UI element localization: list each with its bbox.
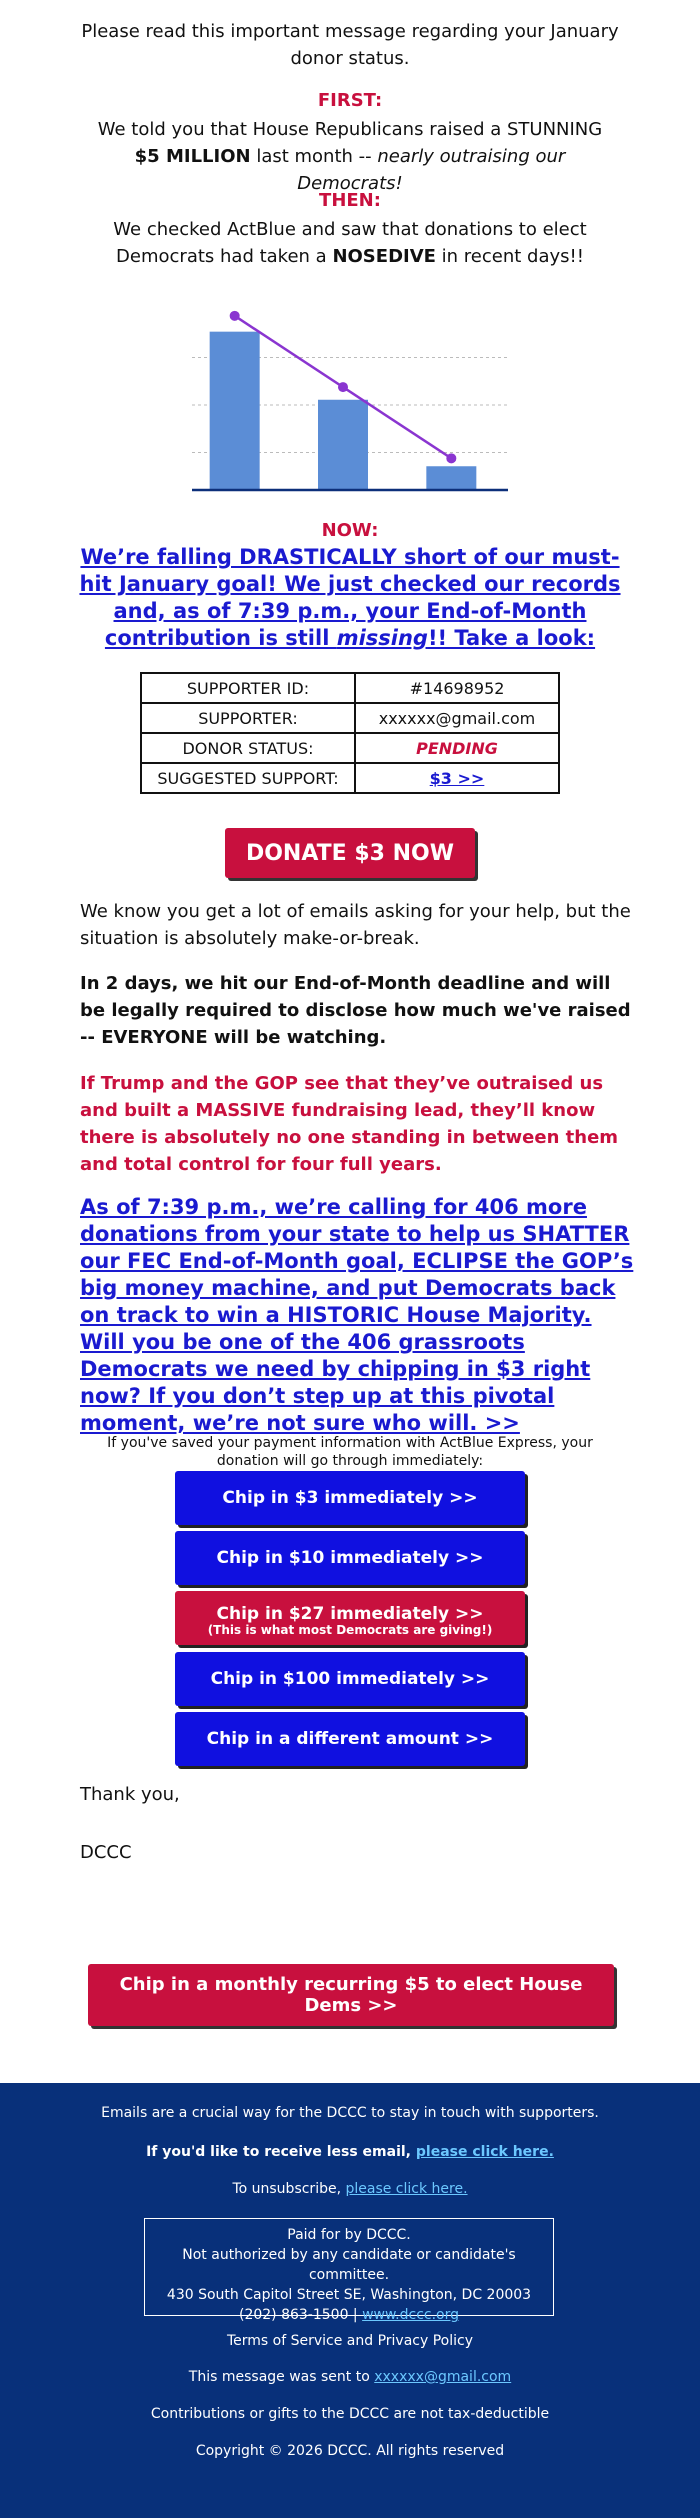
now-headline-c[interactable]: !! Take a look: (427, 626, 596, 650)
signature: DCCC (80, 1842, 132, 1863)
footer-less-email (0, 2144, 700, 2160)
then-text-c: in recent days!! (435, 246, 584, 267)
body-paragraph-2: In 2 days, we hit our End-of-Month deadline and will be legally required to disclose how much we've raised -- EVERYONE will be watching. (80, 973, 631, 1048)
sent-to (0, 2369, 700, 2385)
body-paragraph-4-link[interactable]: As of 7:39 p.m., we’re calling for 406 more donations from your state to help us SHATTER our FEC End-of-Month goal, ECLIPSE the GOP’s big money machine, and put Democrats back on track to win a HISTORIC House Majority. Will you be one of the 406 grassroots Democrats we need by chipping in $3 right now? If you don’t step up at this pivotal moment, we’re not sure who will. >> (80, 1195, 634, 1435)
first-text-emphasis: nearly outraising our Democrats! (297, 146, 566, 194)
now-headline-link[interactable] (79, 545, 620, 650)
chart-trend-point (446, 453, 456, 463)
intro-text: Please read this important message regarding your January donor status. (81, 21, 619, 69)
less-email-link[interactable]: please click here. (415, 2144, 554, 2160)
table-row (141, 733, 559, 763)
paid-by: Paid for by DCCC. (287, 2227, 411, 2243)
now-headline-missing[interactable]: missing (336, 626, 428, 650)
chart-trend-point (338, 382, 348, 392)
table-row (141, 763, 559, 793)
phone-website (145, 2305, 553, 2325)
donations-chart (180, 290, 520, 500)
footer-less-email-text: If you'd like to receive less email, (146, 2144, 416, 2160)
footer-unsubscribe (0, 2181, 700, 2197)
first-text (95, 116, 605, 197)
terms-link[interactable]: Terms of Service and Privacy Policy (226, 2333, 473, 2349)
then-text-a: We checked ActBlue and saw that donations to elect Democrats had taken a (113, 219, 587, 267)
chart-bar (318, 400, 368, 490)
first-text-c: last month -- (250, 146, 378, 167)
supporter-label: SUPPORTER: (141, 703, 355, 733)
chart-trend-point (230, 311, 240, 321)
paid-for-box (144, 2218, 554, 2323)
chip-100-button[interactable]: Chip in $100 immediately >> (175, 1652, 525, 1706)
then-text-nosedive: NOSEDIVE (332, 246, 436, 267)
supporter-value: xxxxxx@gmail.com (355, 703, 559, 733)
chip-27-label[interactable]: Chip in $27 immediately >> (216, 1604, 484, 1624)
supporter-id-value: #14698952 (355, 673, 559, 703)
donate-button[interactable]: DONATE $3 NOW (225, 828, 475, 878)
body-paragraph-1: We know you get a lot of emails asking for your help, but the situation is absolutely make-or-break. (80, 901, 631, 949)
address: 430 South Capitol Street SE, Washington, DC 20003 (166, 2287, 532, 2303)
phone: (202) 863-1500 | (238, 2307, 363, 2323)
not-authorized: Not authorized by any candidate or candidate's committee. (182, 2247, 516, 2283)
table-row (141, 673, 559, 703)
website-link[interactable]: www.dccc.org (362, 2307, 460, 2323)
footer-unsubscribe-text: To unsubscribe, (232, 2181, 346, 2197)
copyright: Copyright © 2026 DCCC. All rights reserved (195, 2443, 505, 2459)
thanks-text: Thank you, (80, 1784, 180, 1805)
sent-to-email-link[interactable]: xxxxxx@gmail.com (374, 2369, 512, 2385)
first-text-amount: $5 MILLION (134, 146, 251, 167)
now-label: NOW: (321, 520, 379, 541)
then-label: THEN: (319, 190, 381, 211)
express-note: If you've saved your payment information with ActBlue Express, your donation will go through immediately: (107, 1435, 593, 1469)
chip-3-button[interactable]: Chip in $3 immediately >> (175, 1471, 525, 1525)
chip-27-button[interactable] (175, 1591, 525, 1645)
supporter-id-label: SUPPORTER ID: (141, 673, 355, 703)
now-headline-a[interactable]: We’re falling DRASTICALLY short of our must-hit January goal! We just checked our records and, as of 7:39 p.m., your End-of-Month contribution is still (79, 545, 621, 650)
first-text-a: We told you that House Republicans raised a STUNNING (97, 119, 603, 140)
body-paragraph-4[interactable] (80, 1194, 640, 1437)
sent-to-text: This message was sent to (188, 2369, 375, 2385)
table-row (141, 703, 559, 733)
donor-status-value: PENDING (355, 733, 559, 763)
suggested-support-link[interactable]: $3 >> (429, 768, 485, 788)
donor-status-label: DONOR STATUS: (141, 733, 355, 763)
chip-27-sublabel[interactable]: (This is what most Democrats are giving!) (207, 1623, 493, 1637)
footer (0, 2083, 700, 2518)
chart-bar (210, 332, 260, 490)
chip-other-amount-button[interactable]: Chip in a different amount >> (175, 1712, 525, 1766)
first-label: FIRST: (317, 90, 383, 111)
chip-10-button[interactable]: Chip in $10 immediately >> (175, 1531, 525, 1585)
unsubscribe-link[interactable]: please click here. (345, 2181, 468, 2197)
supporter-table (140, 672, 560, 794)
suggested-support-label: SUGGESTED SUPPORT: (141, 763, 355, 793)
tax-note: Contributions or gifts to the DCCC are not tax-deductible (150, 2406, 550, 2422)
suggested-support-cell (355, 763, 559, 793)
now-headline[interactable] (70, 544, 630, 652)
chart-bar (426, 466, 476, 490)
recurring-donation-button[interactable]: Chip in a monthly recurring $5 to elect House Dems >> (88, 1964, 614, 2026)
body-paragraph-3: If Trump and the GOP see that they’ve outraised us and built a MASSIVE fundraising lead, they’ll know there is absolutely no one standing in between them and total control for four full years. (80, 1073, 619, 1175)
footer-email-note: Emails are a crucial way for the DCCC to stay in touch with supporters. (101, 2105, 599, 2121)
then-text (90, 216, 610, 270)
